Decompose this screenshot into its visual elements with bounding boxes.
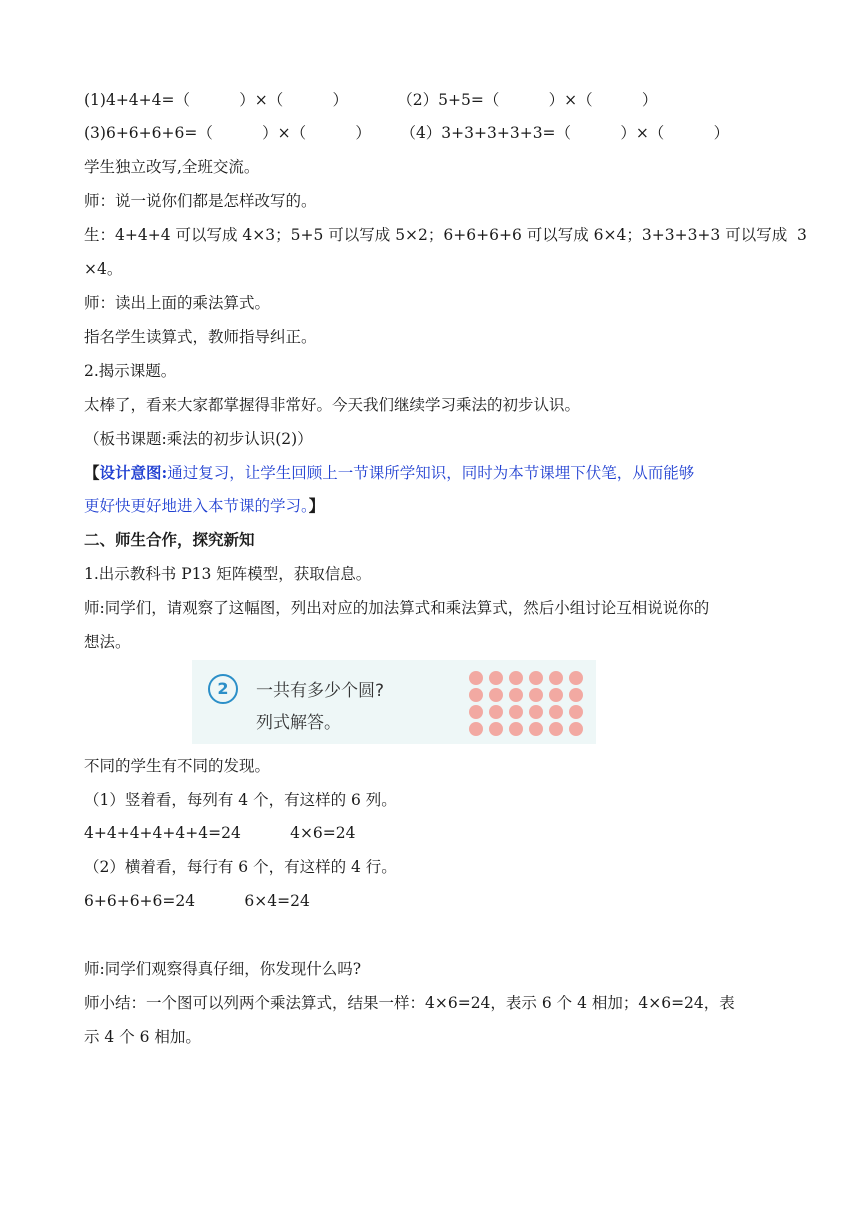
exercise-line-2: (3)6+6+6+6=（ ）×（ ） （4）3+3+3+3+3=（ ）×（ ） <box>84 124 730 142</box>
figure-question: 一共有多少个圆? <box>256 681 385 701</box>
matrix-circle <box>549 722 563 736</box>
circle-matrix <box>468 670 592 738</box>
matrix-circle <box>509 705 523 719</box>
design-intent-open-bracket: 【 <box>84 463 100 482</box>
paragraph: 示 4 个 6 相加。 <box>84 1028 201 1046</box>
matrix-circle <box>509 688 523 702</box>
design-intent-close-bracket: 】 <box>308 496 325 515</box>
matrix-circle <box>569 705 583 719</box>
matrix-circle <box>489 671 503 685</box>
paragraph: （2）横着看，每行有 6 个，有这样的 4 行。 <box>84 858 397 876</box>
matrix-circle <box>469 671 483 685</box>
matrix-circle <box>569 671 583 685</box>
paragraph: （1）竖着看，每列有 4 个，有这样的 6 列。 <box>84 791 397 809</box>
board-title-note: （板书课题:乘法的初步认识(2)） <box>84 430 313 448</box>
paragraph: 指名学生读算式，教师指导纠正。 <box>84 328 317 346</box>
paragraph: 想法。 <box>84 633 131 651</box>
matrix-circle <box>529 705 543 719</box>
matrix-circle <box>529 671 543 685</box>
paragraph: 2.揭示课题。 <box>84 362 177 380</box>
equation-line: 6+6+6+6=24 6×4=24 <box>84 892 310 910</box>
matrix-circle <box>509 671 523 685</box>
paragraph: 师:同学们观察得真仔细，你发现什么吗? <box>84 960 362 978</box>
design-intent-line-1 <box>84 463 694 483</box>
matrix-circle <box>549 705 563 719</box>
matrix-circle <box>469 705 483 719</box>
matrix-circle <box>569 688 583 702</box>
design-intent-line-2 <box>84 496 324 516</box>
section-heading: 二、师生合作，探究新知 <box>84 530 255 549</box>
design-intent-label: 设计意图: <box>99 463 168 482</box>
matrix-circle <box>549 688 563 702</box>
matrix-circle <box>529 688 543 702</box>
matrix-circle <box>509 722 523 736</box>
matrix-circle <box>529 722 543 736</box>
paragraph: 学生独立改写,全班交流。 <box>84 158 260 176</box>
paragraph: 1.出示教科书 P13 矩阵模型，获取信息。 <box>84 565 372 583</box>
paragraph: 师:同学们，请观察了这幅图，列出对应的加法算式和乘法算式，然后小组讨论互相说说你的 <box>84 599 710 617</box>
matrix-circle <box>569 722 583 736</box>
paragraph: 师小结：一个图可以列两个乘法算式，结果一样：4×6=24，表示 6 个 4 相加；4×6=24，表 <box>84 994 735 1012</box>
design-intent-text: 更好快更好地进入本节课的学习。 <box>84 497 309 515</box>
matrix-circle <box>469 722 483 736</box>
paragraph: 不同的学生有不同的发现。 <box>84 757 271 775</box>
matrix-circle <box>469 688 483 702</box>
figure-instruction: 列式解答。 <box>256 713 341 733</box>
paragraph: ×4。 <box>84 260 123 278</box>
design-intent-text: 通过复习，让学生回顾上一节课所学知识，同时为本节课埋下伏笔，从而能够 <box>167 464 695 482</box>
matrix-circle <box>549 671 563 685</box>
paragraph: 生：4+4+4 可以写成 4×3；5+5 可以写成 5×2；6+6+6+6 可以写成 6×4；3+3+3+3 可以写成 3 <box>84 226 807 244</box>
matrix-circle <box>489 688 503 702</box>
exercise-line-1: (1)4+4+4=（ ）×（ ） （2）5+5=（ ）×（ ） <box>84 91 658 109</box>
problem-number-badge: 2 <box>208 674 238 704</box>
matrix-circle <box>489 722 503 736</box>
paragraph: 师：说一说你们都是怎样改写的。 <box>84 192 317 210</box>
equation-line: 4+4+4+4+4+4=24 4×6=24 <box>84 824 356 842</box>
matrix-circle <box>489 705 503 719</box>
paragraph: 太棒了，看来大家都掌握得非常好。今天我们继续学习乘法的初步认识。 <box>84 396 581 414</box>
textbook-figure <box>192 660 596 744</box>
paragraph: 师：读出上面的乘法算式。 <box>84 294 271 312</box>
